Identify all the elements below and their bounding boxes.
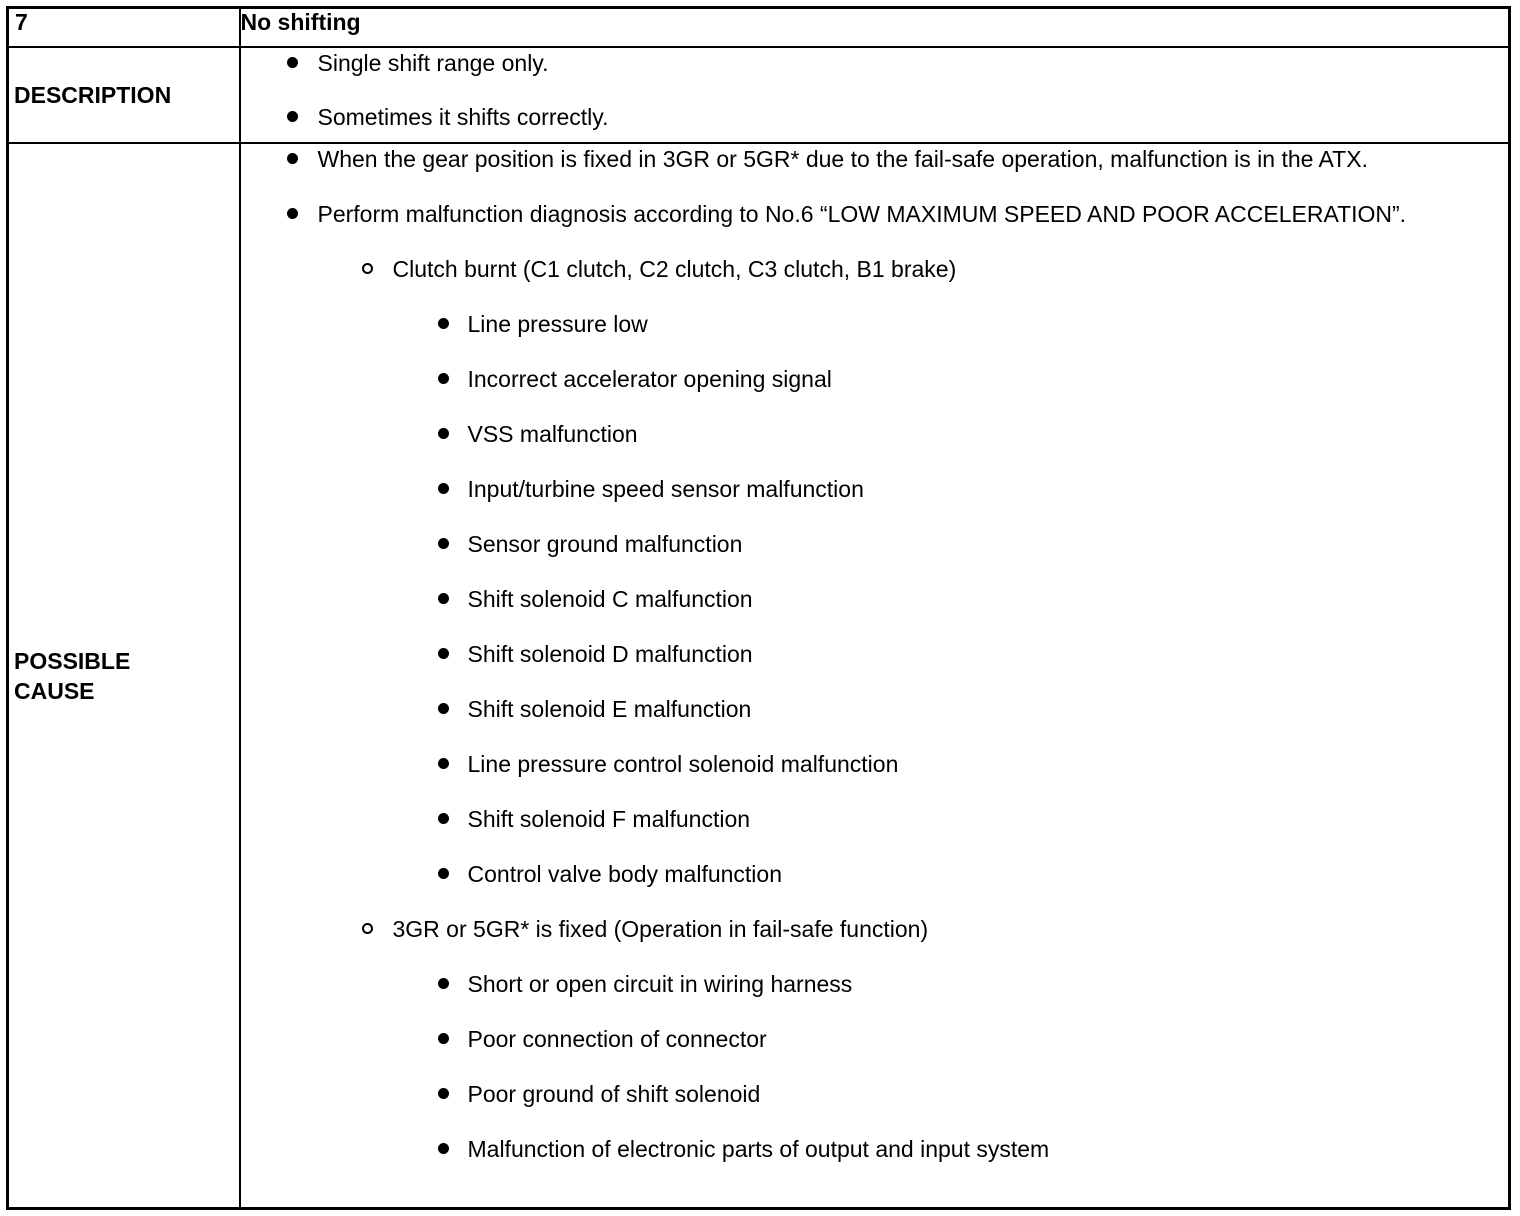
list-item: Sensor ground malfunction <box>241 529 1509 559</box>
cause-group-title: 3GR or 5GR* is fixed (Operation in fail-safe function) <box>241 914 1509 944</box>
bullet-icon <box>438 648 449 659</box>
list-item: Poor connection of connector <box>241 1024 1509 1054</box>
list-item: Shift solenoid E malfunction <box>241 694 1509 724</box>
bullet-icon <box>438 758 449 769</box>
description-row <box>8 47 1510 143</box>
symptom-title: No shifting <box>240 8 1510 48</box>
possible-cause-label: POSSIBLE CAUSE <box>8 143 240 1209</box>
cause-group-title: Clutch burnt (C1 clutch, C2 clutch, C3 clutch, B1 brake) <box>241 254 1509 284</box>
list-item: Shift solenoid F malfunction <box>241 804 1509 834</box>
list-item: Single shift range only. <box>241 48 1509 78</box>
possible-cause-content <box>240 143 1510 1209</box>
list-item: Incorrect accelerator opening signal <box>241 364 1509 394</box>
bullet-icon <box>438 593 449 604</box>
symptom-number: 7 <box>8 8 240 48</box>
list-item: Short or open circuit in wiring harness <box>241 969 1509 999</box>
list-item: Malfunction of electronic parts of output and input system <box>241 1134 1509 1164</box>
bullet-icon <box>287 111 298 122</box>
possible-cause-row <box>8 143 1510 1209</box>
bullet-icon <box>438 703 449 714</box>
list-item: Shift solenoid C malfunction <box>241 584 1509 614</box>
description-content <box>240 47 1510 143</box>
list-item: Line pressure low <box>241 309 1509 339</box>
bullet-icon <box>438 1033 449 1044</box>
hollow-bullet-icon <box>362 263 373 274</box>
list-item: Control valve body malfunction <box>241 859 1509 889</box>
bullet-icon <box>438 428 449 439</box>
bullet-icon <box>438 538 449 549</box>
bullet-icon <box>287 208 298 219</box>
list-item: Input/turbine speed sensor malfunction <box>241 474 1509 504</box>
bullet-icon <box>438 868 449 879</box>
bullet-icon <box>287 57 298 68</box>
header-row <box>8 8 1510 48</box>
list-item: VSS malfunction <box>241 419 1509 449</box>
bullet-icon <box>438 813 449 824</box>
bullet-icon <box>438 373 449 384</box>
hollow-bullet-icon <box>362 923 373 934</box>
bullet-icon <box>438 978 449 989</box>
list-item: Perform malfunction diagnosis according to No.6 “LOW MAXIMUM SPEED AND POOR ACCELERATION”. <box>241 199 1509 229</box>
list-item: Shift solenoid D malfunction <box>241 639 1509 669</box>
bullet-icon <box>438 1143 449 1154</box>
list-item: Line pressure control solenoid malfunction <box>241 749 1509 779</box>
bullet-icon <box>438 318 449 329</box>
bullet-icon <box>287 153 298 164</box>
list-item: When the gear position is fixed in 3GR or 5GR* due to the fail-safe operation, malfunction is in the ATX. <box>241 144 1509 174</box>
diagnosis-table <box>6 6 1511 1210</box>
list-item: Sometimes it shifts correctly. <box>241 102 1509 132</box>
list-item: Poor ground of shift solenoid <box>241 1079 1509 1109</box>
bullet-icon <box>438 1088 449 1099</box>
bullet-icon <box>438 483 449 494</box>
description-label: DESCRIPTION <box>8 47 240 143</box>
